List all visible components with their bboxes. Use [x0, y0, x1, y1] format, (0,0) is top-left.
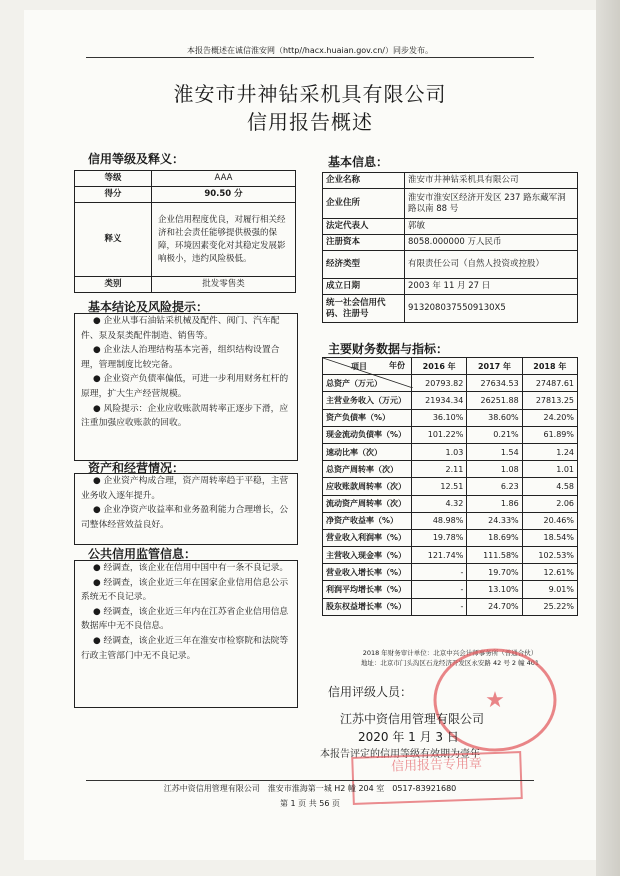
table-row	[323, 512, 578, 529]
assets-box	[74, 473, 298, 545]
rater-label: 信用评级人员：	[328, 685, 413, 699]
basic-info-table	[322, 172, 578, 323]
metric-value: 24.33%	[467, 512, 522, 529]
table-cell-key: 经济类型	[323, 251, 405, 279]
table-cell-key: 成立日期	[323, 279, 405, 295]
metric-name: 资产负债率（%）	[323, 409, 412, 426]
list-item: ● 企业法人治理结构基本完善，组织结构设置合理，管理制度比较完备。	[81, 345, 280, 370]
metric-name: 主营收入现金率（%）	[323, 547, 412, 564]
company-title: 淮安市井神钻采机具有限公司	[173, 82, 447, 106]
list-item: ● 经调查，该企业近三年在国家企业信用信息公示系统无不良记录。	[81, 577, 289, 603]
metric-value: 1.86	[467, 495, 522, 512]
metric-value: 101.22%	[412, 426, 467, 443]
table-cell-value: 8058.000000 万人民币	[405, 235, 578, 251]
table-cell-value: 有限责任公司（自然人投资或控股）	[405, 251, 578, 279]
category-label: 类别	[75, 277, 152, 293]
table-cell-value: 2003 年 11 月 27 日	[405, 279, 578, 295]
metric-value: 24.70%	[467, 598, 522, 615]
table-row	[323, 547, 578, 564]
metric-name: 净资产收益率（%）	[323, 512, 412, 529]
table-header-corner: 年份 项目	[323, 358, 412, 375]
table-cell-value: 淮安市井神钻采机具有限公司	[405, 173, 578, 189]
metric-value: 4.32	[412, 495, 467, 512]
basic-heading: 基本信息：	[328, 155, 389, 169]
metric-name: 现金流动负债率（%）	[323, 426, 412, 443]
metric-value: 26251.88	[467, 392, 522, 409]
table-row	[323, 461, 578, 478]
metric-value: 21934.34	[412, 392, 467, 409]
year-header: 2018 年	[522, 358, 577, 375]
table-row	[323, 581, 578, 598]
metric-value: 1.08	[467, 461, 522, 478]
footer-text: 江苏中资信用管理有限公司 淮安市淮海第一城 H2 幢 204 室 0517-83921680	[163, 784, 457, 793]
header-rule	[86, 57, 534, 58]
metric-value: 121.74%	[412, 547, 467, 564]
metric-value: 20793.82	[412, 375, 467, 392]
list-item: ● 经调查，该企业在信用中国中有一条不良记录。	[93, 563, 289, 573]
metric-value: 9.01%	[522, 581, 577, 598]
metric-value: 27487.61	[522, 375, 577, 392]
issue-date: 2020 年 1 月 3 日	[358, 730, 459, 744]
table-cell-value: 郭敏	[405, 219, 578, 235]
assets-heading: 资产和经营情况：	[88, 461, 185, 475]
metric-value: 12.51	[412, 478, 467, 495]
metric-value: 25.22%	[522, 598, 577, 615]
finance-table	[322, 357, 578, 616]
metric-name: 速动比率（次）	[323, 443, 412, 460]
metric-name: 流动资产周转率（次）	[323, 495, 412, 512]
table-row	[323, 495, 578, 512]
rating-heading: 信用等级及释义：	[88, 152, 185, 166]
metric-value: 12.61%	[522, 564, 577, 581]
metric-value: 19.78%	[412, 529, 467, 546]
metric-value: 18.54%	[522, 529, 577, 546]
metric-name: 股东权益增长率（%）	[323, 598, 412, 615]
metric-value: 111.58%	[467, 547, 522, 564]
table-row	[323, 392, 578, 409]
metric-name: 利润平均增长率（%）	[323, 581, 412, 598]
public-box	[74, 560, 298, 708]
table-row	[323, 426, 578, 443]
year-header: 2016 年	[412, 358, 467, 375]
metric-name: 主营业务收入（万元）	[323, 392, 412, 409]
svg-text:★: ★	[485, 688, 505, 713]
table-row	[323, 529, 578, 546]
list-item: ● 企业从事石油钻采机械及配件、阀门、汽车配件、泵及泵类配件制造、销售等。	[81, 316, 280, 341]
metric-value: 24.20%	[522, 409, 577, 426]
rating-table	[74, 170, 296, 293]
year-header: 2017 年	[467, 358, 522, 375]
meaning-label: 释义	[75, 203, 152, 277]
table-cell-value: 淮安市淮安区经济开发区 237 路东藏军洞路以南 88 号	[405, 189, 578, 219]
metric-value: 19.70%	[467, 564, 522, 581]
metric-value: 6.23	[467, 478, 522, 495]
table-row	[323, 564, 578, 581]
table-cell-key: 注册资本	[323, 235, 405, 251]
metric-value: 27813.25	[522, 392, 577, 409]
grade-value: AAA	[152, 171, 296, 187]
list-item: ● 企业净资产收益率和业务盈利能力合理增长，公司整体经营效益良好。	[81, 505, 289, 530]
metric-value: 1.54	[467, 443, 522, 460]
metric-value: -	[412, 564, 467, 581]
public-heading: 公共信用监管信息：	[88, 547, 197, 561]
metric-value: 1.03	[412, 443, 467, 460]
metric-value: 27634.53	[467, 375, 522, 392]
report-stamp: 信用报告专用章	[351, 751, 523, 805]
conclusions-box	[74, 313, 298, 461]
footer-rule	[86, 780, 534, 781]
category-value: 批发零售类	[152, 277, 296, 293]
metric-value: 18.69%	[467, 529, 522, 546]
grade-label: 等级	[75, 171, 152, 187]
metric-value: -	[412, 598, 467, 615]
table-cell-key: 企业住所	[323, 189, 405, 219]
conclusions-heading: 基本结论及风险提示：	[88, 300, 209, 314]
table-cell-key: 法定代表人	[323, 219, 405, 235]
meaning-text: 企业信用程度优良，对履行相关经济和社会责任能够提供极强的保障，环境因素变化对其稳定发展影响极小，违约风险极低。	[152, 203, 296, 277]
metric-value: 36.10%	[412, 409, 467, 426]
page-number: 第 1 页 共 56 页	[280, 799, 340, 808]
finance-heading: 主要财务数据与指标：	[328, 342, 449, 356]
metric-name: 营业收入利润率（%）	[323, 529, 412, 546]
list-item: ● 企业资产构成合理，资产周转率趋于平稳，主营业务收入逐年提升。	[81, 476, 289, 501]
report-title: 信用报告概述	[247, 110, 373, 134]
validity-note: 本报告评定的信用等级有效期为壹年	[320, 749, 480, 760]
top-note: 本报告概述在诚信淮安网（http//hacx.huaian.gov.cn/）同步发布。	[186, 46, 434, 55]
metric-value: 0.21%	[467, 426, 522, 443]
metric-value: 61.89%	[522, 426, 577, 443]
issuer-name: 江苏中资信用管理有限公司	[340, 712, 485, 726]
table-row	[323, 478, 578, 495]
metric-value: 38.60%	[467, 409, 522, 426]
metric-value: 4.58	[522, 478, 577, 495]
table-row	[323, 409, 578, 426]
list-item: ● 风险提示：企业应收账款周转率正逐步下滑，应注重加强应收账款的回收。	[81, 403, 289, 429]
metric-name: 总资产（万元）	[323, 375, 412, 392]
score-value: 90.50 分	[152, 187, 296, 203]
table-cell-key: 统一社会信用代码、注册号	[323, 295, 405, 323]
list-item: ● 经调查，该企业近三年内在江苏省企业信用信息数据库中无不良信息。	[81, 606, 289, 632]
table-row	[323, 598, 578, 615]
metric-value: 2.06	[522, 495, 577, 512]
metric-value: 102.53%	[522, 547, 577, 564]
list-item: ● 经调查，该企业近三年在淮安市检察院和法院等行政主管部门中无不良记录。	[81, 635, 289, 661]
table-cell-value: 9132080375509130X5	[405, 295, 578, 323]
metric-name: 总资产周转率（次）	[323, 461, 412, 478]
metric-value: 48.98%	[412, 512, 467, 529]
list-item: ● 企业资产负债率偏低，可进一步利用财务杠杆的原理，扩大生产经营规模。	[81, 374, 289, 399]
metric-value: 1.24	[522, 443, 577, 460]
table-row	[323, 443, 578, 460]
audit-note: 2018 年财务审计单位：北京中兴会计师事务所（普通合伙）	[362, 649, 538, 657]
score-label: 得分	[75, 187, 152, 203]
audit-address: 地址：北京市门头沟区石龙经济开发区永安路 42 号 2 幢 401	[360, 659, 540, 667]
metric-value: 2.11	[412, 461, 467, 478]
metric-value: 13.10%	[467, 581, 522, 598]
metric-name: 营业收入增长率（%）	[323, 564, 412, 581]
metric-value: 1.01	[522, 461, 577, 478]
metric-value: 20.46%	[522, 512, 577, 529]
table-cell-key: 企业名称	[323, 173, 405, 189]
metric-value: -	[412, 581, 467, 598]
metric-name: 应收账款周转率（次）	[323, 478, 412, 495]
